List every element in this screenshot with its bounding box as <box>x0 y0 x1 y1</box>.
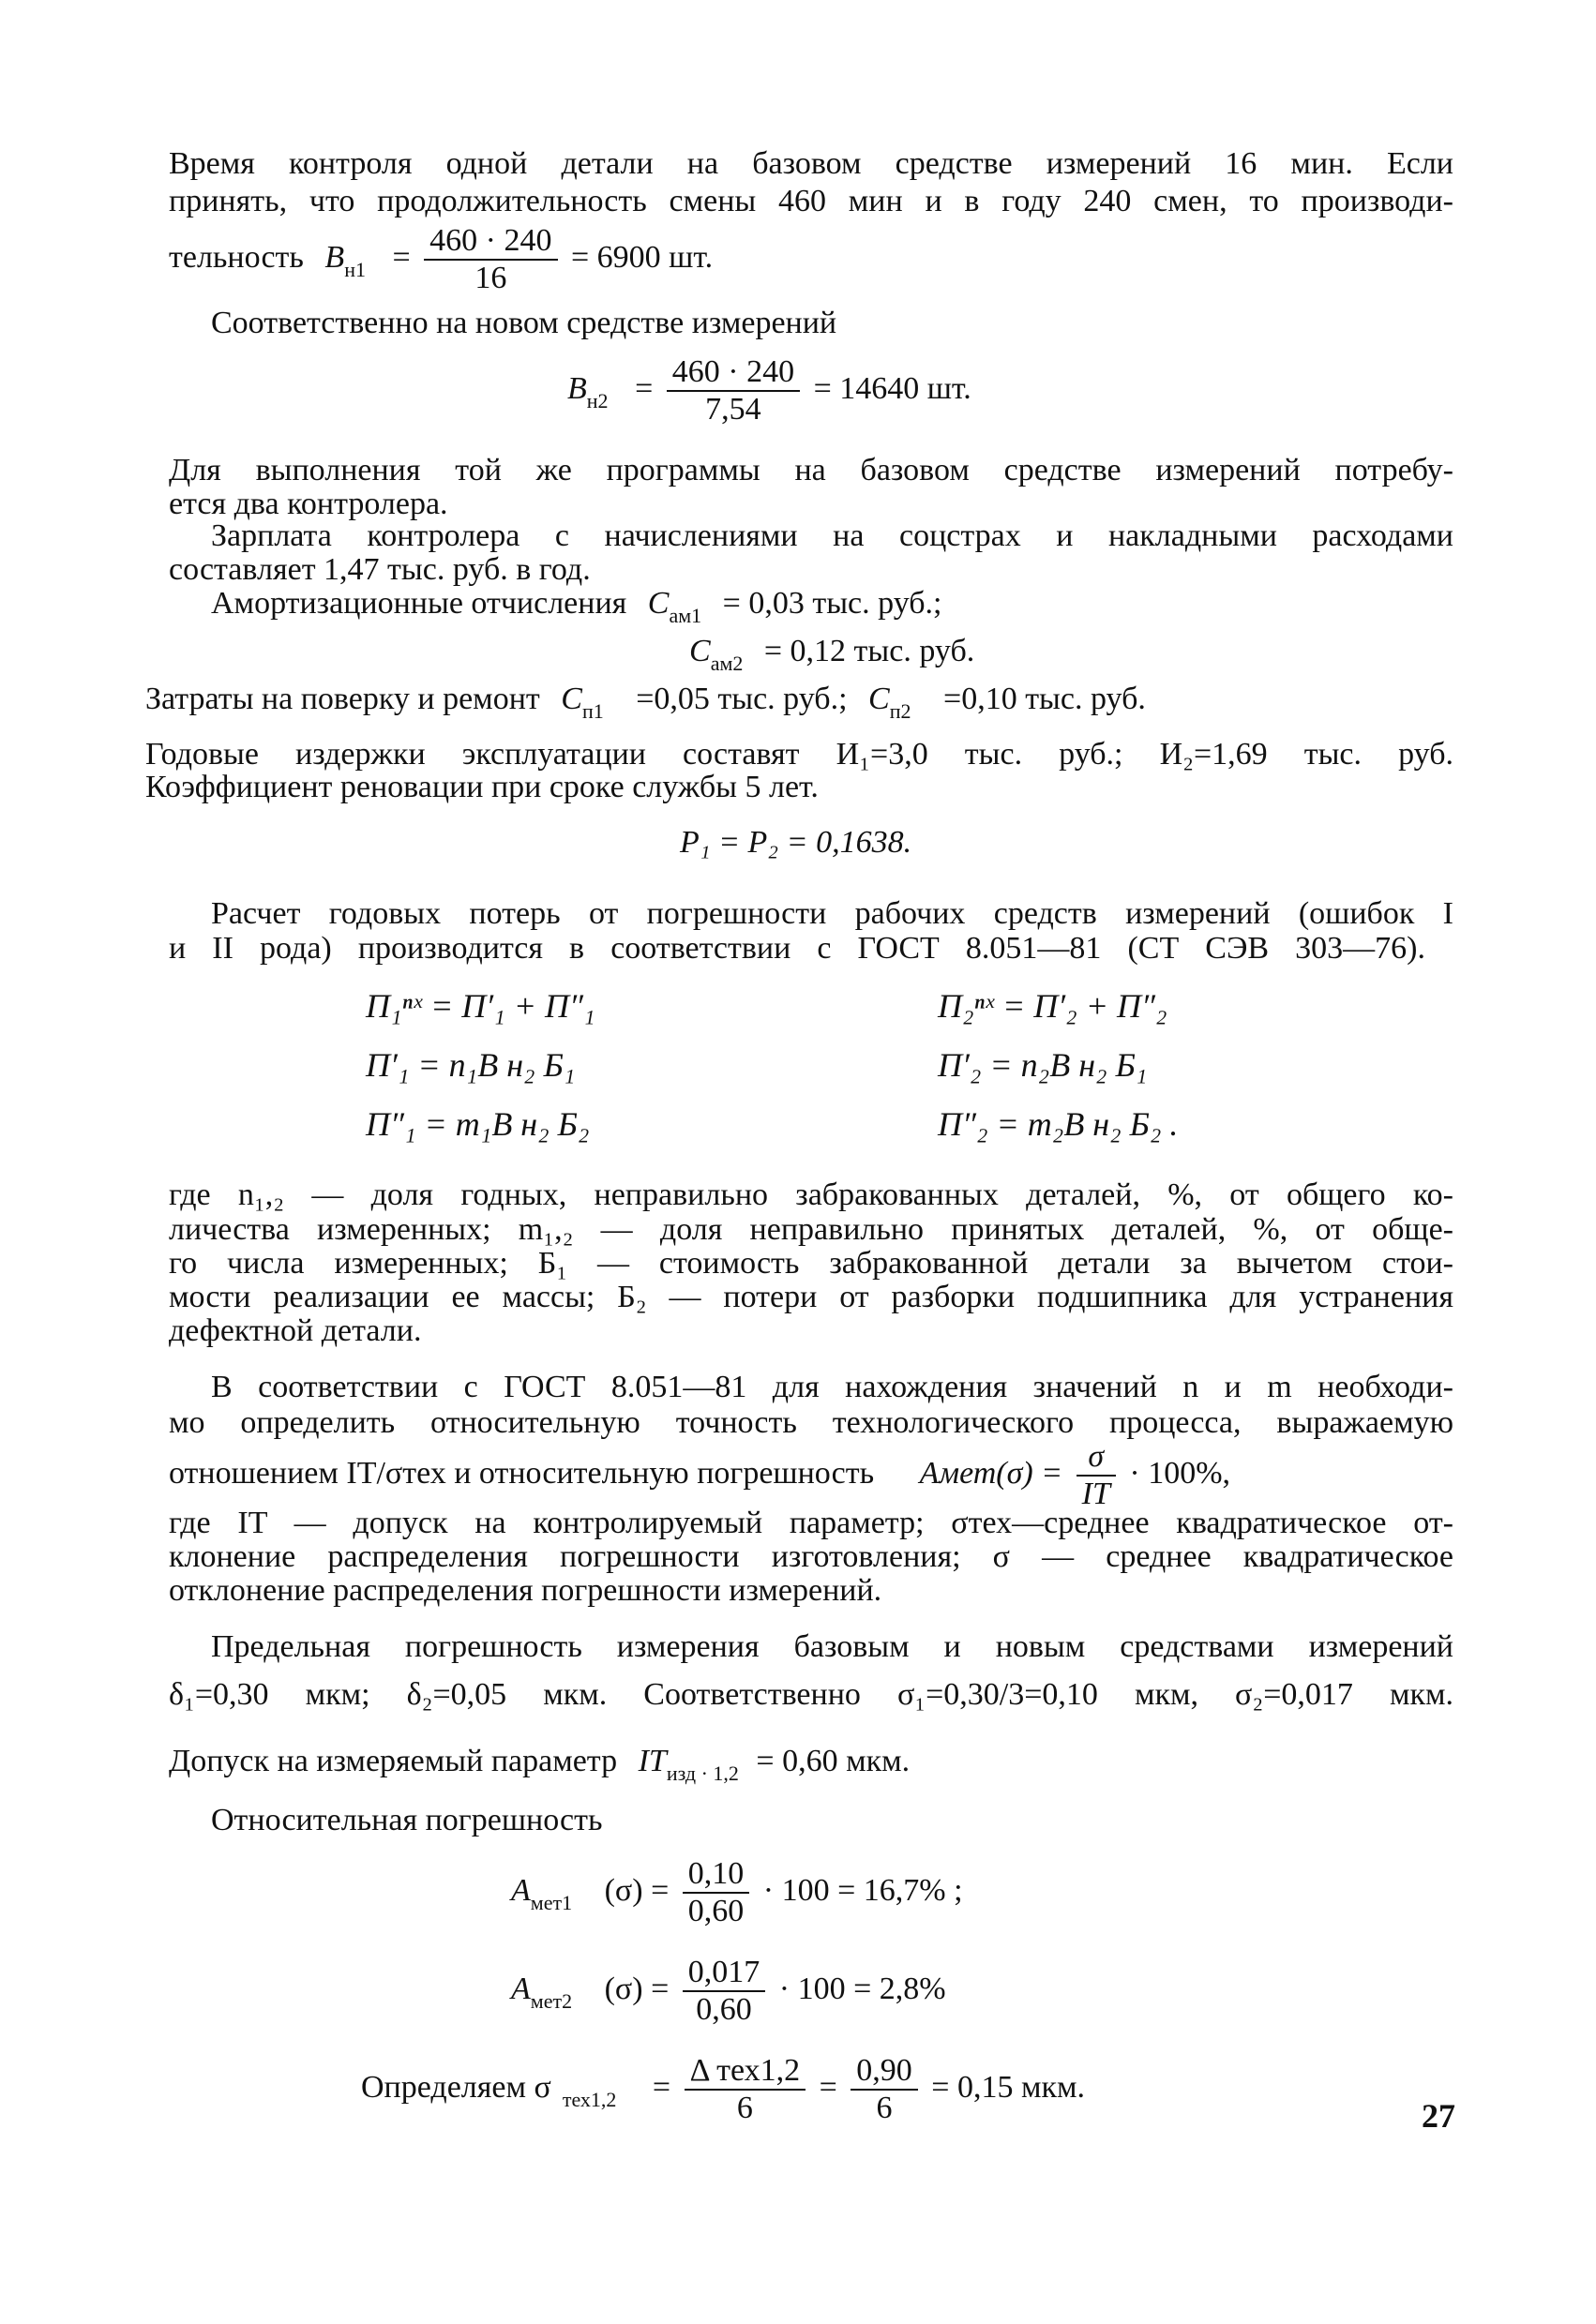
equals-sign: = <box>652 2069 671 2105</box>
text-fragment: отношением IT/σтех и относительную погрешность <box>169 1455 875 1491</box>
fraction <box>1077 1439 1116 1512</box>
formula-verification-costs <box>145 682 1146 724</box>
formula-result: · 100 = 2,8% <box>778 1971 946 2006</box>
text-line: дефектной детали. <box>169 1313 422 1348</box>
symbol-c: C <box>647 586 670 621</box>
fraction <box>667 354 800 427</box>
formula-renovation: P₁ = P₂ = 0,1638. <box>680 825 912 860</box>
text-line: Расчет годовых потерь от погрешности рабочих средств измерений (ошибок I <box>211 896 1453 931</box>
subscript: тех1,2 <box>562 2087 617 2111</box>
subscript: п1 <box>581 699 604 723</box>
formula-result: · 100 = 16,7% ; <box>762 1872 963 1908</box>
text-fragment: Допуск на измеряемый параметр <box>169 1744 618 1778</box>
fraction-denominator: 16 <box>474 261 507 295</box>
formula-loss-type2-2: П″₂ = m₂B н₂ Б₂ . <box>938 1105 1179 1143</box>
formula-value: = 0,03 тыс. руб.; <box>722 586 942 621</box>
text-line: Годовые издержки эксплуатации составят И₁=3,0 тыс. руб.; И₂=1,69 тыс. руб. <box>145 737 1453 772</box>
subscript: ам2 <box>710 652 744 675</box>
text-line: личества измеренных; m₁,₂ — доля неправильно принятых деталей, %, от обще- <box>169 1212 1453 1247</box>
page-number: 27 <box>1422 2097 1455 2135</box>
fraction <box>424 223 557 296</box>
fraction <box>683 1856 750 1929</box>
text-line: составляет 1,47 тыс. руб. в год. <box>169 552 591 587</box>
formula-relative-error-1 <box>511 1856 963 1929</box>
text-line: В соответствии с ГОСТ 8.051—81 для нахождения значений n и m необходи- <box>211 1370 1453 1404</box>
subscript: мет1 <box>530 1890 573 1914</box>
subscript: н1 <box>344 257 366 281</box>
symbol-it: IT <box>638 1744 667 1778</box>
fraction <box>683 1955 766 2028</box>
formula-amortization-2 <box>689 634 974 676</box>
formula-relative-error <box>169 1439 1230 1512</box>
fraction-denominator: 6 <box>876 2091 893 2125</box>
formula-sigma-tech <box>361 2053 1085 2126</box>
text-line: Относительная погрешность <box>211 1803 603 1837</box>
formula-amortization-1 <box>211 586 942 628</box>
text-fragment: тельность <box>169 239 304 275</box>
symbol-c: C <box>561 682 582 716</box>
text-line: Коэффициент реновации при сроке службы 5 лет. <box>145 770 819 804</box>
formula-loss-total-1: П₁ⁿˣ = П′₁ + П″₁ <box>366 987 595 1025</box>
fraction-denominator: IT <box>1081 1477 1110 1511</box>
formula-value: = 0,60 мкм. <box>756 1744 911 1778</box>
equals-sign: = <box>635 370 654 406</box>
fraction <box>685 2053 806 2126</box>
text-fragment: Амортизационные отчисления <box>211 586 627 621</box>
formula-middle: (σ) = <box>604 1971 670 2006</box>
text-line: Соответственно на новом средстве измерений <box>211 306 837 340</box>
symbol-a: A <box>511 1971 531 2006</box>
fraction-denominator: 0,60 <box>696 1992 752 2027</box>
formula-loss-type2-1: П″₁ = m₁B н₂ Б₂ <box>366 1105 590 1143</box>
fraction-numerator: 0,017 <box>683 1955 766 1992</box>
symbol-c: C <box>868 682 890 716</box>
text-line: где IT — допуск на контролируемый параметр; σтех—среднее квадратическое от- <box>169 1506 1453 1540</box>
fraction-numerator: σ <box>1077 1439 1116 1477</box>
formula-suffix: · 100%, <box>1129 1455 1231 1491</box>
fraction-numerator: 460 · 240 <box>424 223 557 261</box>
formula-value: =0,05 тыс. руб.; <box>636 682 848 716</box>
fraction-numerator: 460 · 240 <box>667 354 800 392</box>
formula-loss-total-2: П₂ⁿˣ = П′₂ + П″₂ <box>938 987 1167 1025</box>
fraction-denominator: 6 <box>736 2091 753 2125</box>
formula-result: = 0,15 мкм. <box>931 2069 1086 2105</box>
fraction-numerator: Δ тех1,2 <box>685 2053 806 2091</box>
formula-tolerance <box>169 1744 910 1786</box>
text-line: δ₁=0,30 мкм; δ₂=0,05 мкм. Соответственно σ₁=0,30/3=0,10 мкм, σ₂=0,017 мкм. <box>169 1677 1453 1712</box>
text-line: Предельная погрешность измерения базовым и новым средствами измерений <box>211 1629 1453 1664</box>
subscript: п2 <box>889 699 911 723</box>
text-line: отклонение распределения погрешности измерений. <box>169 1573 882 1608</box>
formula-result: = 6900 шт. <box>571 239 714 275</box>
formula-label: Aмет(σ) = <box>919 1455 1063 1491</box>
fraction <box>851 2053 918 2126</box>
symbol-a: A <box>511 1872 531 1908</box>
text-fragment: Определяем σ <box>361 2069 551 2105</box>
formula-loss-type1-1: П′₁ = n₁B н₂ Б₁ <box>366 1046 576 1084</box>
subscript: мет2 <box>530 1988 573 2013</box>
text-line: мо определить относительную точность технологического процесса, выражаемую <box>169 1405 1453 1440</box>
subscript: изд · 1,2 <box>666 1762 739 1785</box>
formula-value: = 0,12 тыс. руб. <box>763 634 975 668</box>
text-line: клонение распределения погрешности изготовления; σ — среднее квадратическое <box>169 1539 1453 1574</box>
formula-result: = 14640 шт. <box>813 370 971 406</box>
text-line: Зарплата контролера с начислениями на соцстрах и накладными расходами <box>211 518 1453 553</box>
formula-productivity-2 <box>567 354 971 427</box>
symbol-b: B <box>324 239 345 275</box>
subscript: н2 <box>586 388 609 412</box>
fraction-denominator: 7,54 <box>705 392 761 427</box>
fraction-denominator: 0,60 <box>687 1894 745 1928</box>
equals-sign: = <box>819 2069 837 2105</box>
text-line: где n₁,₂ — доля годных, неправильно забракованных деталей, %, от общего ко- <box>169 1177 1453 1212</box>
text-line: принять, что продолжительность смены 460 мин и в году 240 смен, то производи- <box>169 184 1453 218</box>
fraction-numerator: 0,10 <box>683 1856 750 1894</box>
formula-value: =0,10 тыс. руб. <box>943 682 1146 716</box>
equals-sign: = <box>392 239 411 275</box>
symbol-b: B <box>567 370 587 406</box>
text-line: мости реализации ее массы; Б₂ — потери от разборки подшипника для устранения <box>169 1280 1453 1314</box>
formula-middle: (σ) = <box>604 1872 670 1908</box>
subscript: ам1 <box>669 604 702 627</box>
text-line: го числа измеренных; Б₁ — стоимость забракованной детали за вычетом стои- <box>169 1246 1453 1281</box>
formula-relative-error-2 <box>511 1955 946 2028</box>
fraction-numerator: 0,90 <box>851 2053 918 2091</box>
symbol-c: C <box>689 634 711 668</box>
formula-productivity-1 <box>169 223 713 296</box>
formula-loss-type1-2: П′₂ = n₂B н₂ Б₁ <box>938 1046 1148 1084</box>
text-fragment: Затраты на поверку и ремонт <box>145 682 540 716</box>
text-line: Для выполнения той же программы на базовом средстве измерений потребу- <box>169 453 1453 487</box>
text-line: и II рода) производится в соответствии с ГОСТ 8.051—81 (СТ СЭВ 303—76). <box>169 931 1425 966</box>
text-line: ется два контролера. <box>169 487 448 521</box>
text-line: Время контроля одной детали на базовом средстве измерений 16 мин. Если <box>169 146 1453 181</box>
